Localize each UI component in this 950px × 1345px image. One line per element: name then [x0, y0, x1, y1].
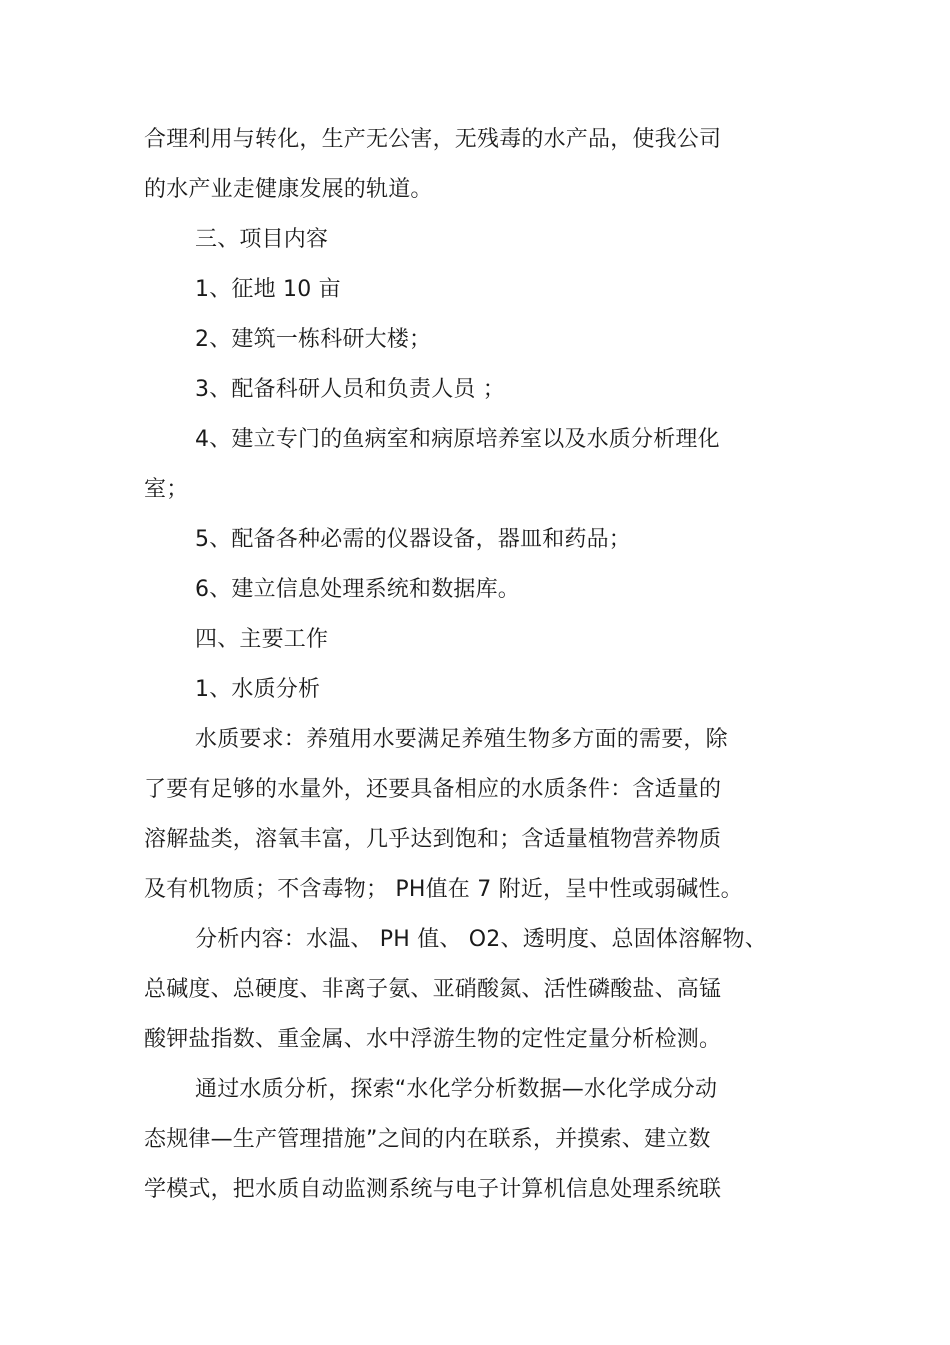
paragraph-line: 分析内容：水温、 PH 值、 O2、透明度、总固体溶解物、 — [195, 927, 767, 952]
section-heading: 四、主要工作 — [195, 627, 329, 652]
text-line: 合理利用与转化，生产无公害，无残毒的水产品，使我公司 — [144, 127, 722, 152]
paragraph-line: 溶解盐类，溶氧丰富，几乎达到饱和；含适量植物营养物质 — [144, 827, 722, 852]
paragraph-line: 了要有足够的水量外，还要具备相应的水质条件：含适量的 — [144, 777, 722, 802]
list-item: 3、配备科研人员和负责人员 ； — [195, 377, 505, 402]
list-item: 2、建筑一栋科研大楼； — [195, 327, 432, 352]
paragraph-line: 态规律—生产管理措施”之间的内在联系，并摸索、建立数 — [144, 1127, 711, 1152]
list-item: 1、征地 10 亩 — [195, 277, 341, 302]
text-line: 室； — [144, 477, 189, 502]
paragraph-line: 通过水质分析，探索“水化学分析数据—水化学成分动 — [195, 1077, 718, 1102]
list-item: 5、配备各种必需的仪器设备，器皿和药品； — [195, 527, 631, 552]
paragraph-line: 学模式，把水质自动监测系统与电子计算机信息处理系统联 — [144, 1177, 722, 1202]
section-heading: 三、项目内容 — [195, 227, 329, 252]
paragraph-line: 水质要求：养殖用水要满足养殖生物多方面的需要，除 — [195, 727, 728, 752]
list-item: 4、建立专门的鱼病室和病原培养室以及水质分析理化 — [195, 427, 720, 452]
paragraph-line: 酸钾盐指数、重金属、水中浮游生物的定性定量分析检测。 — [144, 1027, 722, 1052]
paragraph-line: 总碱度、总硬度、非离子氨、亚硝酸氮、活性磷酸盐、高锰 — [144, 977, 722, 1002]
list-item: 6、建立信息处理系统和数据库。 — [195, 577, 520, 602]
paragraph-line: 及有机物质；不含毒物； PH值在 7 附近，呈中性或弱碱性。 — [144, 877, 743, 902]
text-line: 的水产业走健康发展的轨道。 — [144, 177, 433, 202]
subsection-heading: 1、水质分析 — [195, 677, 321, 702]
